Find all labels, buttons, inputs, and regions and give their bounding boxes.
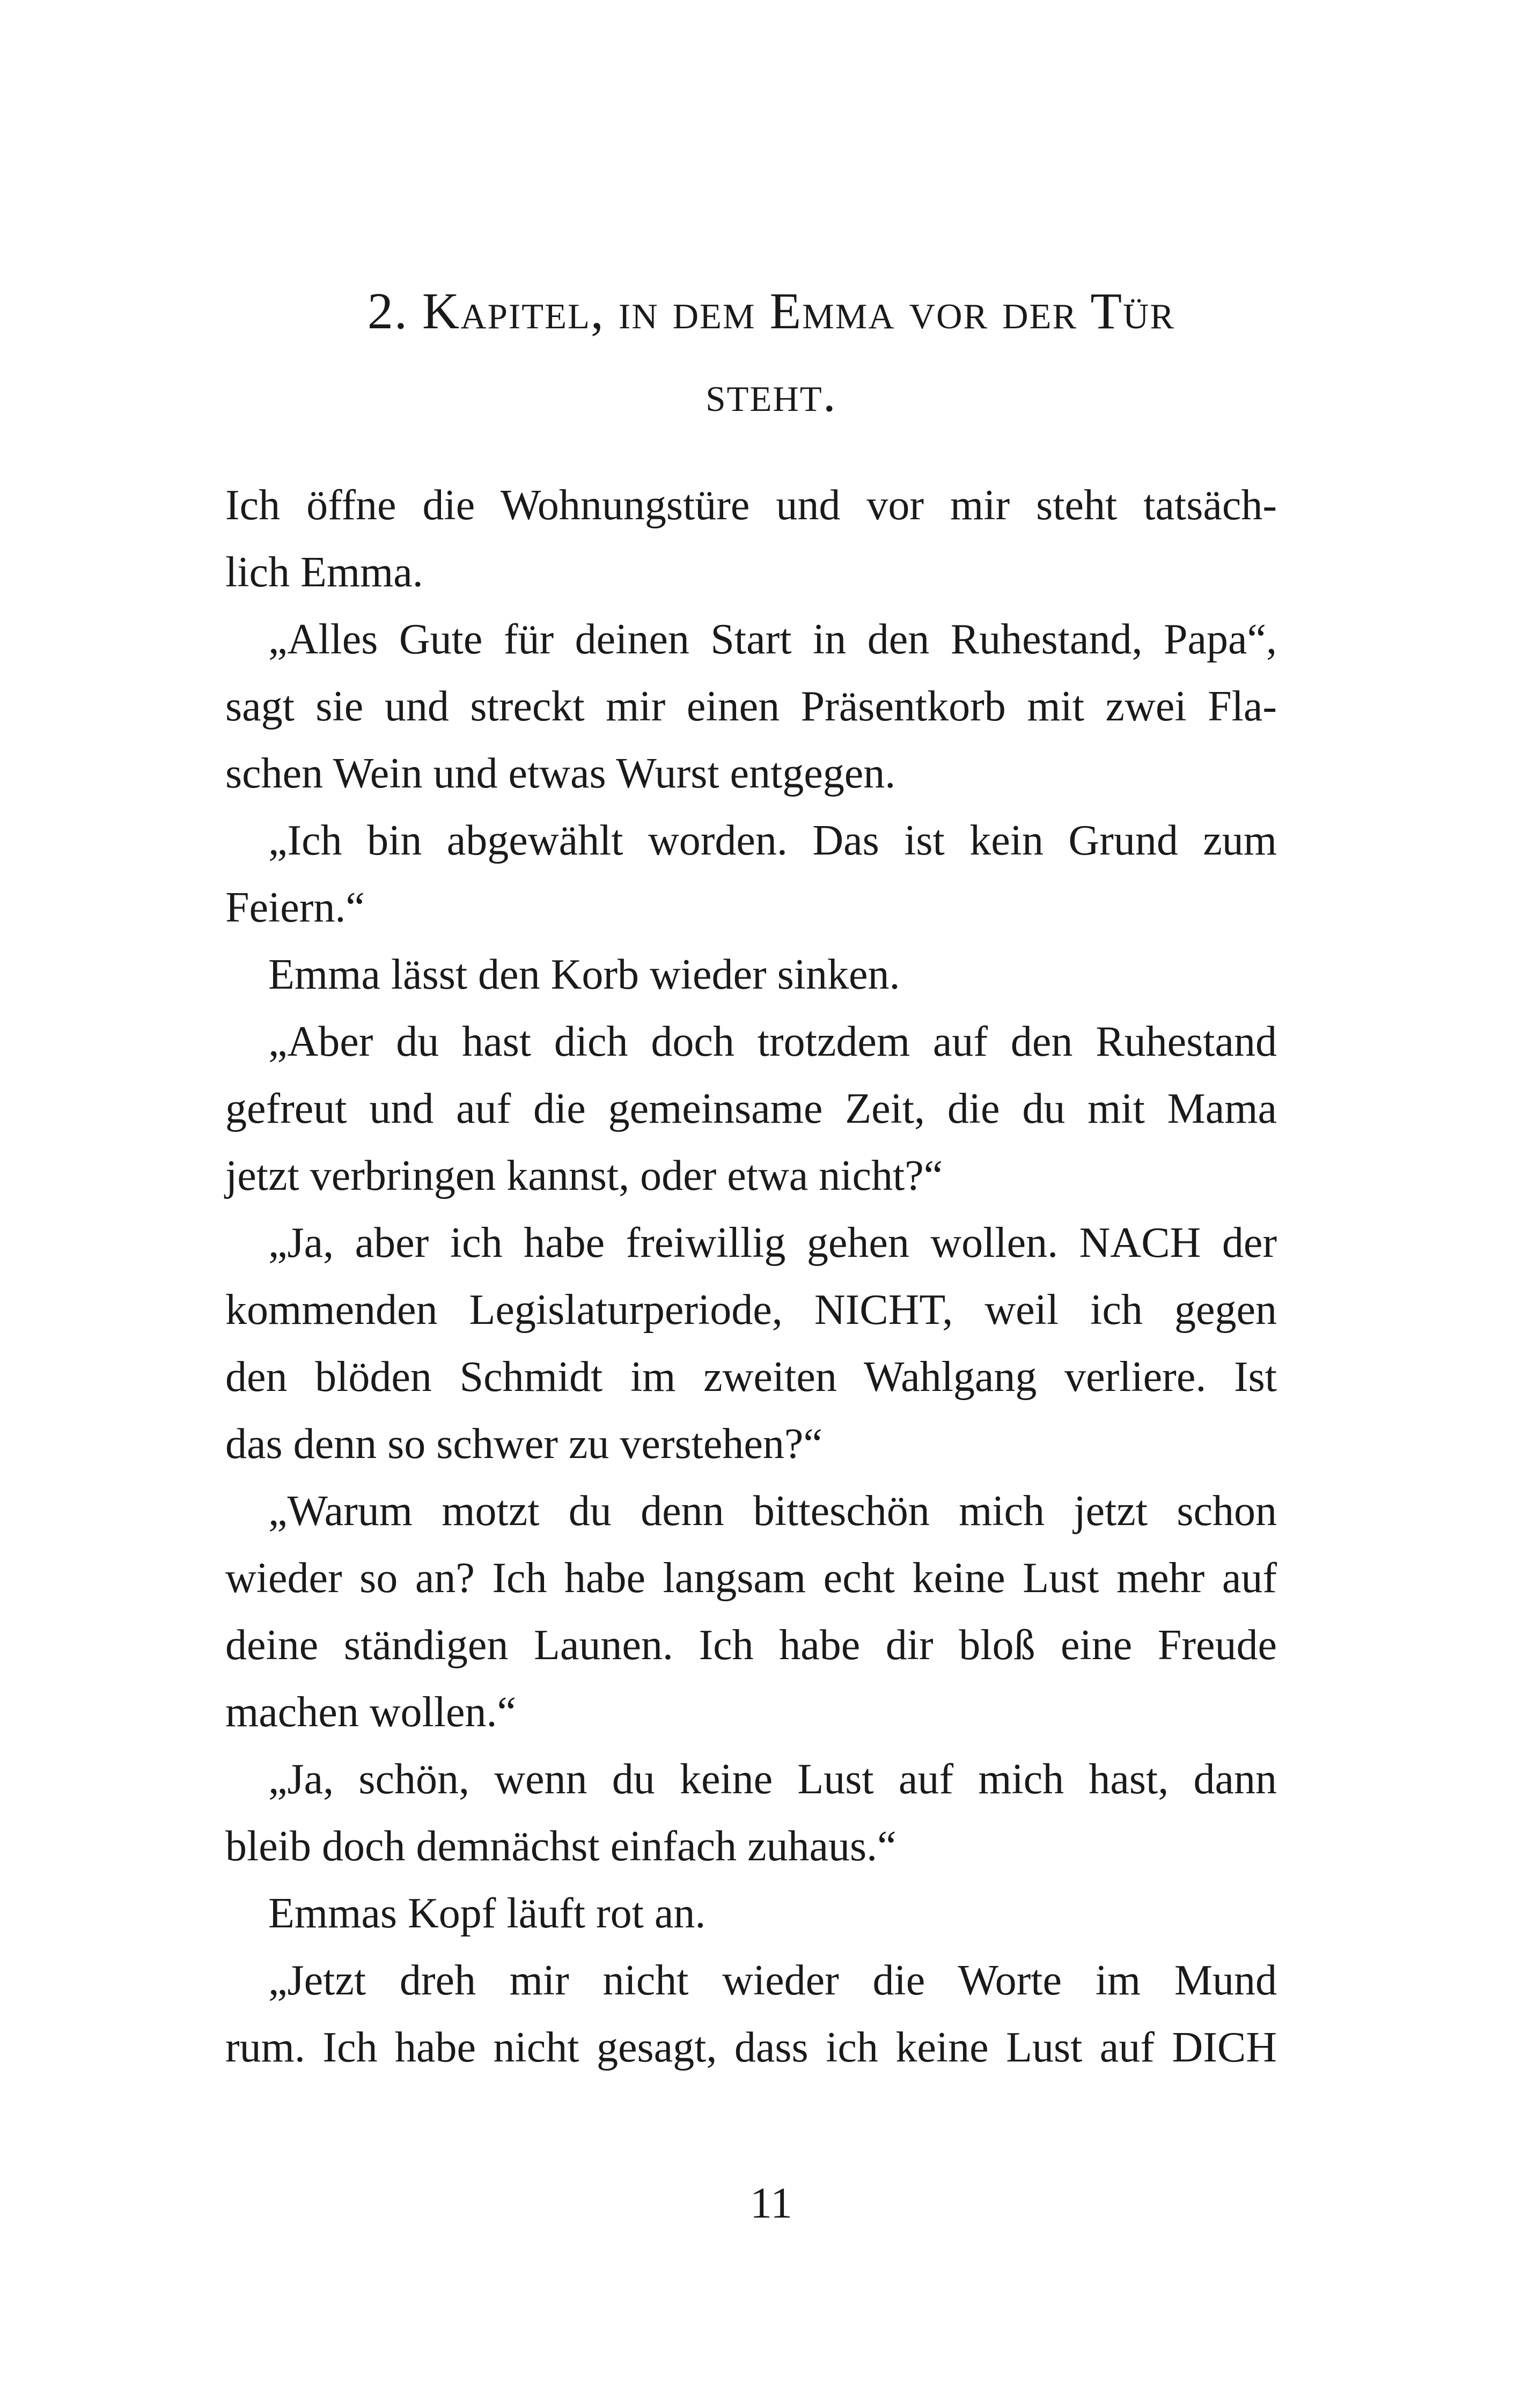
text-line: Emma lässt den Korb wieder sinken.: [268, 951, 900, 998]
text-line: jetzt verbringen kannst, oder etwa nicht?“: [225, 1152, 943, 1199]
page-number: 11: [750, 2178, 792, 2227]
text-line: deine ständigen Launen. Ich habe dir bloß eine Freude: [225, 1622, 1277, 1669]
text-line: machen wollen.“: [225, 1689, 516, 1736]
text-line: den blöden Schmidt im zweiten Wahlgang verliere. Ist: [225, 1353, 1277, 1401]
text-line: bleib doch demnächst einfach zuhaus.“: [225, 1823, 897, 1870]
text-line: rum. Ich habe nicht gesagt, dass ich keine Lust auf DICH: [225, 2024, 1277, 2071]
text-line: „Ja, schön, wenn du keine Lust auf mich hast, dann: [268, 1756, 1277, 1803]
text-line: Emmas Kopf läuft rot an.: [268, 1890, 706, 1937]
text-line: wieder so an? Ich habe langsam echt keine Lust mehr auf: [225, 1555, 1277, 1602]
text-line: Feiern.“: [225, 884, 365, 931]
text-line: Ich öffne die Wohnungstüre und vor mir steht tatsäch-: [225, 482, 1277, 529]
text-line: sagt sie und streckt mir einen Präsentkorb mit zwei Fla-: [225, 683, 1277, 730]
text-line: „Jetzt dreh mir nicht wieder die Worte im Mund: [268, 1957, 1277, 2004]
text-line: kommenden Legislaturperiode, NICHT, weil ich gegen: [225, 1286, 1277, 1334]
text-line: lich Emma.: [225, 549, 423, 596]
text-line: „Alles Gute für deinen Start in den Ruhestand, Papa“,: [268, 616, 1277, 663]
chapter-heading-continuation: steht.: [706, 365, 837, 422]
text-line: „Aber du hast dich doch trotzdem auf den Ruhestand: [268, 1018, 1277, 1065]
text-line: gefreut und auf die gemeinsame Zeit, die du mit Mama: [225, 1085, 1277, 1132]
text-line: „Ja, aber ich habe freiwillig gehen wollen. NACH der: [268, 1219, 1277, 1266]
body-text: [225, 472, 1277, 2081]
chapter-heading: 2. Kapitel, in dem Emma vor der Tür: [367, 282, 1175, 340]
text-line: schen Wein und etwas Wurst entgegen.: [225, 750, 896, 797]
text-line: „Warum motzt du denn bitteschön mich jetzt schon: [268, 1487, 1277, 1535]
text-line: das denn so schwer zu verstehen?“: [225, 1420, 822, 1468]
text-line: „Ich bin abgewählt worden. Das ist kein Grund zum: [268, 817, 1277, 864]
